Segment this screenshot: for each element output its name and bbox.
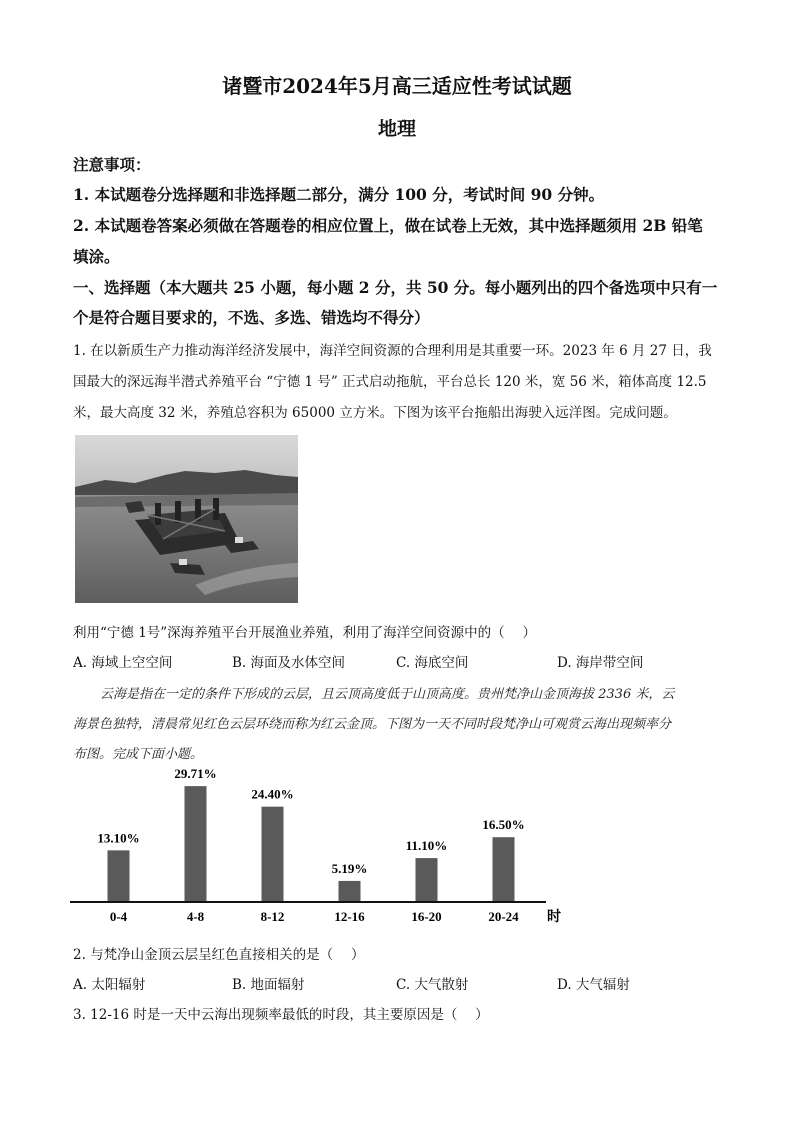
notes-item-1: 1. 本试题卷分选择题和非选择题二部分，满分 100 分，考试时间 90 分钟。 [73,185,605,204]
bar-value-label: 29.71% [174,766,217,782]
bar-value-label: 24.40% [251,786,294,802]
q3-question: 3. 12-16 时是一天中云海出现频率最低的时段，其主要原因是（ ） [73,1007,489,1023]
bar-value-label: 13.10% [97,830,140,846]
bar-12-16 [339,881,361,901]
x-tick-label: 16-20 [411,909,442,924]
section-heading: 一、选择题（本大题共 25 小题，每小题 2 分，共 50 分。每小题列出的四个备选项中只有一 [73,278,718,297]
x-tick-label: 4-8 [186,909,205,924]
chart-svg [70,766,570,935]
notes-heading: 注意事项： [73,155,151,174]
bar-0-4 [108,850,130,901]
passage-line1: 云海是指在一定的条件下形成的云层，且云顶高度低于山顶高度。贵州梵净山金顶海拔 2336 米，云 [100,687,675,702]
x-tick-label: 12-16 [334,909,365,924]
q1-stem-line3: 米，最大高度 32 米，养殖总容积为 65000 立方米。下图为该平台拖船出海驶入远洋图。完成问题。 [73,405,677,421]
notes-item-2: 2. 本试题卷答案必须做在答题卷的相应位置上，做在试卷上无效，其中选择题须用 2B 铅笔 [73,216,703,235]
notes-item-2-cont: 填涂。 [73,247,120,266]
passage-line3: 布图。完成下面小题。 [73,747,204,762]
q1-option-b: B. 海面及水体空间 [232,655,346,671]
x-tick-label: 0-4 [109,909,128,924]
q1-question: 利用“宁德 1号”深海养殖平台开展渔业养殖，利用了海洋空间资源中的（ ） [73,625,536,641]
x-axis-unit: 时 [547,910,561,925]
q2-option-c: C. 大气散射 [396,977,469,993]
q2-option-a: A. 太阳辐射 [73,977,146,993]
section-heading-cont: 个是符合题目要求的，不选、多选、错选均不得分） [73,308,430,327]
bar-16-20 [416,858,438,901]
q1-option-a: A. 海域上空空间 [73,655,173,671]
bar-8-12 [262,807,284,901]
x-tick-label: 20-24 [488,909,519,924]
bar-4-8 [185,786,207,901]
q2-option-b: B. 地面辐射 [232,977,305,993]
bar-value-label: 5.19% [331,860,368,876]
q1-stem-line1: 1. 在以新质生产力推动海洋经济发展中，海洋空间资源的合理利用是其重要一环。2023 年 6 月 27 日，我 [73,343,712,359]
passage-line2: 海景色独特，清晨常见红色云层环绕而称为红云金顶。下图为一天不同时段梵净山可观赏云海出现频率分 [73,717,672,732]
cloud-sea-frequency-chart [70,766,570,935]
subject-title: 地理 [377,118,416,140]
q1-stem-line2: 国最大的深远海半潜式养殖平台 “宁德 1 号” 正式启动拖航，平台总长 120 米，宽 56 米，箱体高度 12.5 [73,374,707,390]
platform-photo [75,435,298,603]
bar-value-label: 11.10% [405,838,448,854]
q2-question: 2. 与梵净山金顶云层呈红色直接相关的是（ ） [73,947,365,963]
page-title: 诸暨市2024年5月高三适应性考试试题 [222,74,572,98]
bar-20-24 [493,837,515,901]
x-tick-label: 8-12 [260,909,285,924]
q2-option-d: D. 大气辐射 [557,977,630,993]
q1-option-c: C. 海底空间 [396,655,469,671]
q1-option-d: D. 海岸带空间 [557,655,644,671]
bar-value-label: 16.50% [482,817,525,833]
